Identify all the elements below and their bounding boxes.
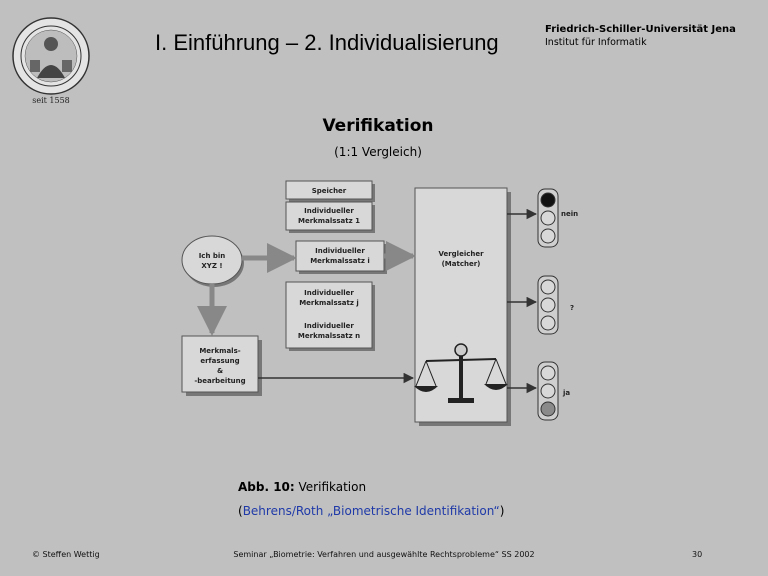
institute-name: Institut für Informatik bbox=[545, 37, 647, 48]
source-close: ) bbox=[499, 504, 505, 518]
traffic-light-no-icon bbox=[538, 189, 558, 247]
source-link[interactable]: Behrens/Roth „Biometrische Identifikation“ bbox=[242, 504, 500, 518]
slide-heading: Verifikation bbox=[322, 116, 434, 136]
outcome-yes-label: ja bbox=[563, 389, 571, 397]
records-j-n-box bbox=[286, 282, 375, 351]
record-i-box bbox=[296, 241, 387, 274]
record-n-line-1: Individueller bbox=[304, 322, 354, 330]
record-1-line-1: Individueller bbox=[304, 207, 354, 215]
footer-author: © Steffen Wettig bbox=[32, 550, 100, 559]
record-1-box bbox=[286, 202, 375, 233]
capture-line-3: & bbox=[216, 367, 224, 375]
source-open: ( bbox=[238, 504, 243, 518]
slide-title: I. Einführung – 2. Individualisierung bbox=[155, 30, 499, 55]
record-j-line-2: Merkmalssatz j bbox=[299, 299, 359, 307]
matcher-line-1: Vergleicher bbox=[438, 250, 484, 258]
claim-line-1: Ich bin bbox=[198, 252, 226, 260]
traffic-light-unknown-icon bbox=[538, 276, 558, 334]
capture-line-1: Merkmals- bbox=[199, 347, 241, 355]
capture-line-4: -bearbeitung bbox=[194, 377, 246, 385]
record-n-line-2: Merkmalssatz n bbox=[297, 332, 361, 340]
record-1-line-2: Merkmalssatz 1 bbox=[297, 217, 361, 225]
matcher-box bbox=[414, 188, 511, 426]
record-j-line-1: Individueller bbox=[304, 289, 354, 297]
seal-caption: seit 1558 bbox=[32, 96, 70, 105]
record-i-line-1: Individueller bbox=[315, 247, 365, 255]
caption-text: Verifikation bbox=[294, 480, 367, 494]
figure-source bbox=[238, 504, 504, 518]
storage-header-label: Speicher bbox=[311, 187, 347, 195]
university-name: Friedrich-Schiller-Universität Jena bbox=[545, 24, 736, 35]
verification-diagram bbox=[170, 178, 590, 428]
traffic-light-yes-icon bbox=[538, 362, 558, 420]
identity-claim bbox=[182, 236, 244, 287]
matcher-line-2: (Matcher) bbox=[441, 260, 481, 268]
capture-line-2: erfassung bbox=[200, 357, 240, 365]
figure-caption bbox=[238, 480, 366, 494]
footer-seminar: Seminar „Biometrie: Verfahren und ausgewählte Rechtsprobleme“ SS 2002 bbox=[233, 550, 535, 559]
outcome-unknown-label: ? bbox=[570, 304, 575, 312]
record-i-line-2: Merkmalssatz i bbox=[310, 257, 370, 265]
claim-line-2: XYZ ! bbox=[201, 262, 223, 270]
footer-page-number: 30 bbox=[692, 550, 703, 559]
slide-subheading: (1:1 Vergleich) bbox=[334, 145, 422, 159]
university-seal bbox=[10, 16, 92, 98]
storage-header-box bbox=[286, 181, 375, 202]
capture-box bbox=[182, 336, 262, 396]
caption-label: Abb. 10: bbox=[238, 480, 295, 494]
outcome-no-label: nein bbox=[561, 210, 579, 218]
